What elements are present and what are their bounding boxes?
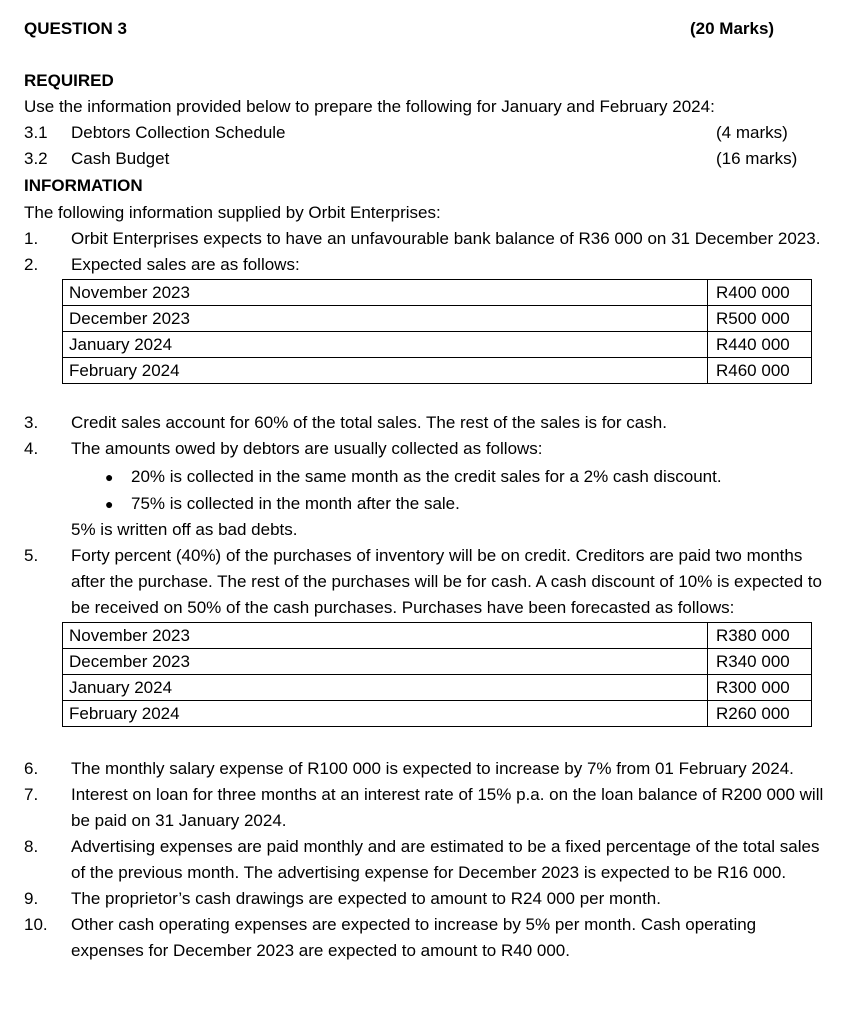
table-cell-month: December 2023 bbox=[63, 306, 708, 332]
table-row bbox=[63, 675, 812, 701]
required-item-marks: (4 marks) bbox=[716, 123, 788, 142]
item-number: 7. bbox=[24, 785, 39, 804]
item-number: 4. bbox=[24, 439, 39, 458]
total-marks: (20 Marks) bbox=[690, 19, 775, 38]
item-text-line: The monthly salary expense of R100 000 is expected to increase by 7% from 01 February 2024. bbox=[71, 759, 794, 778]
question-title: QUESTION 3 bbox=[24, 19, 127, 38]
required-item-marks: (16 marks) bbox=[716, 149, 798, 168]
required-heading: REQUIRED bbox=[24, 71, 114, 90]
table-row bbox=[63, 332, 812, 358]
table-cell-amount: R500 000 bbox=[708, 306, 812, 332]
table-cell-month: November 2023 bbox=[63, 623, 708, 649]
required-item-number: 3.2 bbox=[24, 149, 48, 168]
table-row bbox=[63, 280, 812, 306]
information-intro: The following information supplied by Orbit Enterprises: bbox=[24, 203, 441, 222]
item-text: Orbit Enterprises expects to have an unfavourable bank balance of R36 000 on 31 December 2023. bbox=[71, 229, 821, 248]
table-cell-amount: R400 000 bbox=[708, 280, 812, 306]
table-cell-month: February 2024 bbox=[63, 701, 708, 727]
item-number: 9. bbox=[24, 889, 39, 908]
table-cell-month: January 2024 bbox=[63, 675, 708, 701]
table-cell-amount: R260 000 bbox=[708, 701, 812, 727]
item-text-line: after the purchase. The rest of the purchases will be for cash. A cash discount of 10% is expected to bbox=[71, 572, 822, 591]
purchases-table bbox=[62, 622, 812, 727]
table-cell-amount: R300 000 bbox=[708, 675, 812, 701]
required-item-number: 3.1 bbox=[24, 123, 48, 142]
table-cell-month: January 2024 bbox=[63, 332, 708, 358]
item-text-line: expenses for December 2023 are expected to amount to R40 000. bbox=[71, 941, 570, 960]
item-text-line: The proprietor’s cash drawings are expected to amount to R24 000 per month. bbox=[71, 889, 661, 908]
item-number: 2. bbox=[24, 255, 39, 274]
item-text: 5% is written off as bad debts. bbox=[71, 520, 298, 539]
item-number: 1. bbox=[24, 229, 39, 248]
required-item-text: Debtors Collection Schedule bbox=[71, 123, 286, 142]
item-text-line: Other cash operating expenses are expected to increase by 5% per month. Cash operating bbox=[71, 915, 757, 934]
item-number: 10. bbox=[24, 915, 48, 934]
item-text-line: be received on 50% of the cash purchases. Purchases have been forecasted as follows: bbox=[71, 598, 735, 617]
bullet-icon: ● bbox=[105, 496, 114, 512]
item-text: Expected sales are as follows: bbox=[71, 255, 300, 274]
required-item-text: Cash Budget bbox=[71, 149, 170, 168]
item-text-line: Advertising expenses are paid monthly and are estimated to be a fixed percentage of the total sales bbox=[71, 837, 820, 856]
table-cell-amount: R380 000 bbox=[708, 623, 812, 649]
item-text-line: Interest on loan for three months at an interest rate of 15% p.a. on the loan balance of R200 000 will bbox=[71, 785, 824, 804]
table-row bbox=[63, 623, 812, 649]
table-row bbox=[63, 701, 812, 727]
required-intro: Use the information provided below to prepare the following for January and February 2024: bbox=[24, 97, 715, 116]
sales-table bbox=[62, 279, 812, 384]
item-number: 8. bbox=[24, 837, 39, 856]
table-row bbox=[63, 649, 812, 675]
item-number: 3. bbox=[24, 413, 39, 432]
item-text: The amounts owed by debtors are usually collected as follows: bbox=[71, 439, 543, 458]
table-cell-month: November 2023 bbox=[63, 280, 708, 306]
bullet-text: 20% is collected in the same month as the credit sales for a 2% cash discount. bbox=[131, 467, 722, 486]
table-row bbox=[63, 358, 812, 384]
bullet-icon: ● bbox=[105, 469, 114, 485]
item-text: Credit sales account for 60% of the total sales. The rest of the sales is for cash. bbox=[71, 413, 667, 432]
table-cell-amount: R340 000 bbox=[708, 649, 812, 675]
item-text-line: of the previous month. The advertising expense for December 2023 is expected to be R16 000. bbox=[71, 863, 787, 882]
table-cell-amount: R460 000 bbox=[708, 358, 812, 384]
item-text-line: Forty percent (40%) of the purchases of inventory will be on credit. Creditors are paid two months bbox=[71, 546, 803, 565]
table-cell-amount: R440 000 bbox=[708, 332, 812, 358]
item-number: 6. bbox=[24, 759, 39, 778]
information-heading: INFORMATION bbox=[24, 176, 143, 195]
table-row bbox=[63, 306, 812, 332]
item-text-line: be paid on 31 January 2024. bbox=[71, 811, 287, 830]
table-cell-month: December 2023 bbox=[63, 649, 708, 675]
table-cell-month: February 2024 bbox=[63, 358, 708, 384]
bullet-text: 75% is collected in the month after the sale. bbox=[131, 494, 460, 513]
item-number: 5. bbox=[24, 546, 39, 565]
